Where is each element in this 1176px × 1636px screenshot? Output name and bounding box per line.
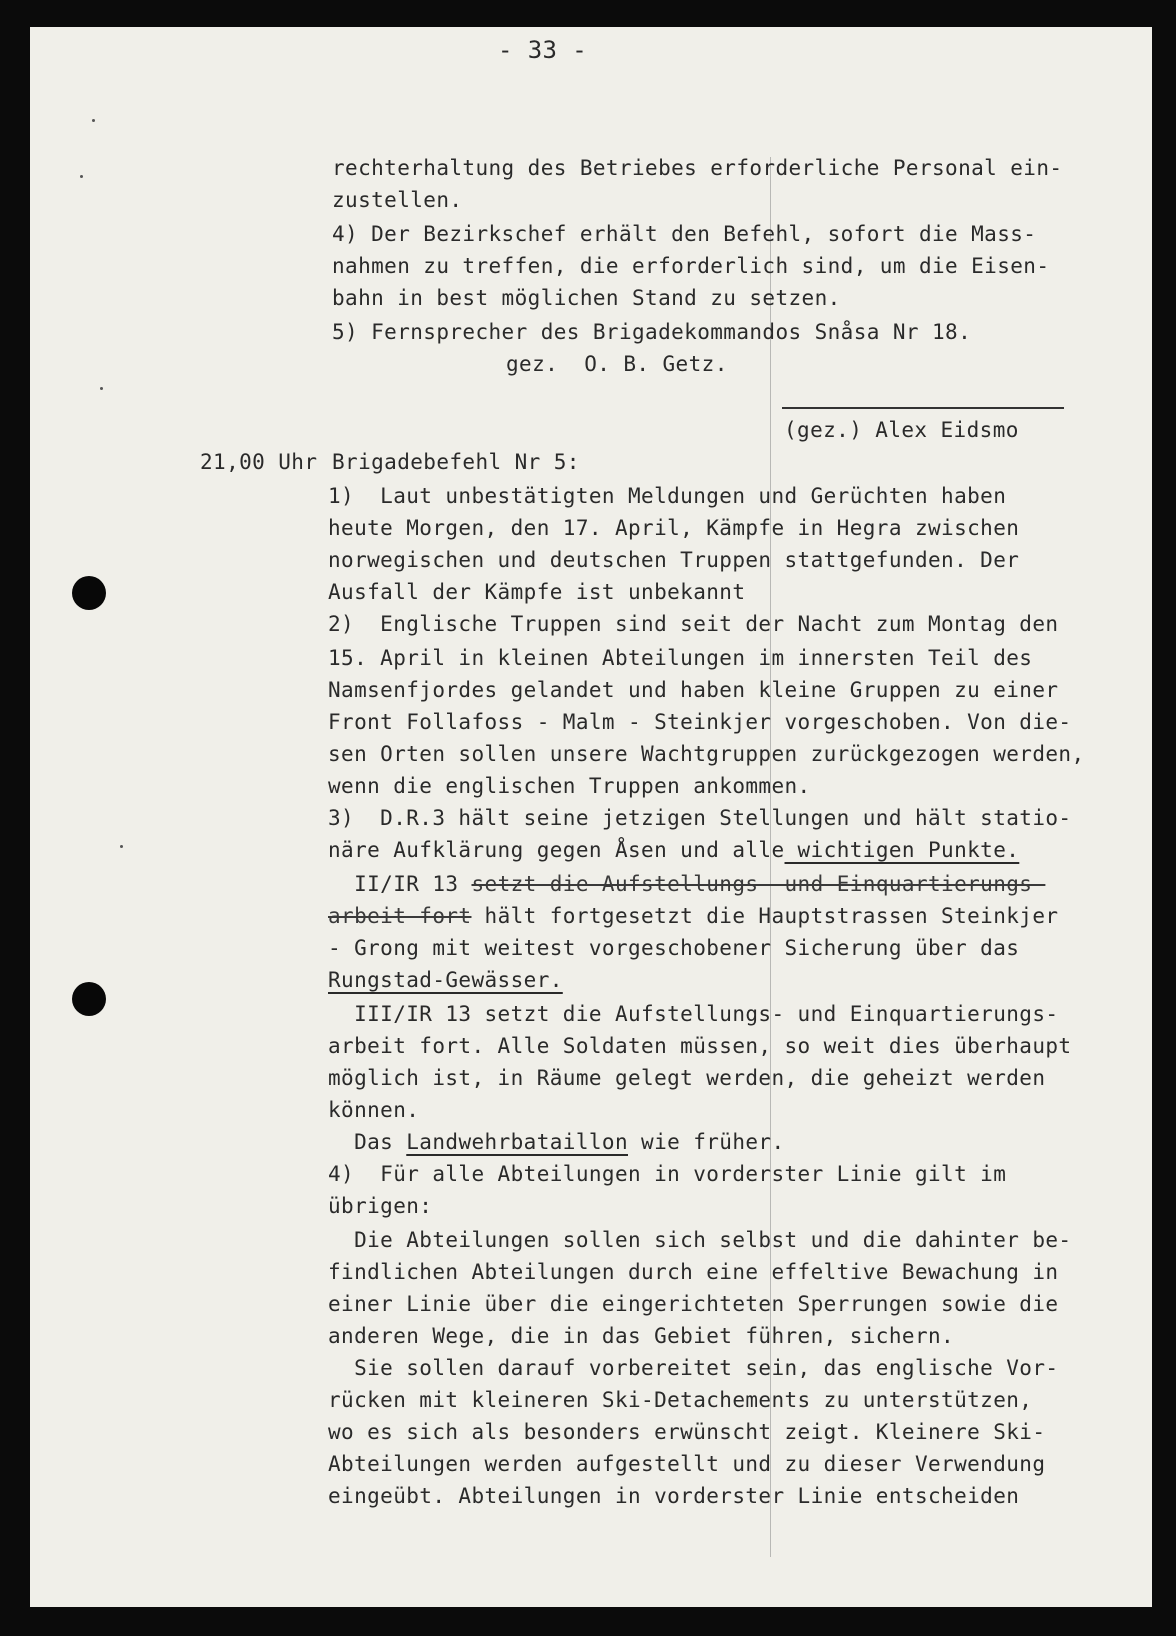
text-line: übrigen: bbox=[328, 1194, 433, 1218]
text-line bbox=[328, 871, 1045, 897]
underlined-phrase: Landwehrbataillon bbox=[406, 1130, 628, 1154]
text-line bbox=[328, 1129, 785, 1155]
order-title: Brigadebefehl Nr 5: bbox=[332, 450, 580, 474]
text-line: Die Abteilungen sollen sich selbst und die dahinter be- bbox=[328, 1228, 1072, 1252]
text-line: 3) D.R.3 hält seine jetzigen Stellungen und hält statio- bbox=[328, 806, 1072, 830]
page-number: - 33 - bbox=[498, 36, 588, 64]
text-line: 1) Laut unbestätigten Meldungen und Gerüchten haben bbox=[328, 484, 1007, 508]
text-line: Namsenfjordes gelandet und haben kleine Gruppen zu einer bbox=[328, 678, 1059, 702]
text-line bbox=[328, 837, 1019, 863]
document-page bbox=[30, 27, 1152, 1607]
text-line: 5) Fernsprecher des Brigadekommandos Snåsa Nr 18. bbox=[332, 320, 972, 344]
text-line: bahn in best möglichen Stand zu setzen. bbox=[332, 286, 841, 310]
punch-hole bbox=[72, 576, 106, 610]
text-line: heute Morgen, den 17. April, Kämpfe in Hegra zwischen bbox=[328, 516, 1020, 540]
margin-dot bbox=[80, 175, 83, 178]
text-line: Sie sollen darauf vorbereitet sein, das englische Vor- bbox=[328, 1356, 1059, 1380]
text-line: rechterhaltung des Betriebes erforderliche Personal ein- bbox=[332, 156, 1063, 180]
text-line: Front Follafoss - Malm - Steinkjer vorgeschoben. Von die- bbox=[328, 710, 1072, 734]
text-line: norwegischen und deutschen Truppen stattgefunden. Der bbox=[328, 548, 1020, 572]
struck-out-text: setzt die Aufstellungs- und Einquartierungs- bbox=[471, 872, 1046, 896]
lw-suffix: wie früher. bbox=[628, 1130, 785, 1154]
text-line: nahmen zu treffen, die erforderlich sind, um die Eisen- bbox=[332, 254, 1050, 278]
text-line: 4) Der Bezirkschef erhält den Befehl, sofort die Mass- bbox=[332, 222, 1037, 246]
time-label: 21,00 Uhr bbox=[200, 450, 318, 474]
text-line: Ausfall der Kämpfe ist unbekannt bbox=[328, 580, 746, 604]
text-line: anderen Wege, die in das Gebiet führen, sichern. bbox=[328, 1324, 955, 1348]
underlined-phrase: Rungstad-Gewässer. bbox=[328, 968, 563, 992]
text-line: 15. April in kleinen Abteilungen im innersten Teil des bbox=[328, 646, 1033, 670]
signature-getz: gez. O. B. Getz. bbox=[506, 352, 728, 376]
punch-hole bbox=[72, 982, 106, 1016]
text-line: sen Orten sollen unsere Wachtgruppen zurückgezogen werden, bbox=[328, 742, 1085, 766]
lw-prefix: Das bbox=[328, 1130, 407, 1154]
ir2-prefix: II/IR 13 bbox=[328, 872, 472, 896]
text-line: wo es sich als besonders erwünscht zeigt. Kleinere Ski- bbox=[328, 1420, 1046, 1444]
text-line: Abteilungen werden aufgestellt und zu dieser Verwendung bbox=[328, 1452, 1046, 1476]
text-line: arbeit fort. Alle Soldaten müssen, so weit dies überhaupt bbox=[328, 1034, 1072, 1058]
text-line: rücken mit kleineren Ski-Detachements zu unterstützen, bbox=[328, 1388, 1033, 1412]
signature-eidsmo: (gez.) Alex Eidsmo bbox=[784, 418, 1019, 442]
margin-dot bbox=[100, 387, 103, 390]
text-line: einer Linie über die eingerichteten Sperrungen sowie die bbox=[328, 1292, 1059, 1316]
text-line: möglich ist, in Räume gelegt werden, die geheizt werden bbox=[328, 1066, 1046, 1090]
text-line: eingeübt. Abteilungen in vorderster Linie entscheiden bbox=[328, 1484, 1020, 1508]
margin-dot bbox=[92, 119, 95, 122]
aufklaerung-text: näre Aufklärung gegen Åsen und alle bbox=[328, 838, 785, 862]
text-line bbox=[328, 903, 1058, 929]
text-line: zustellen. bbox=[332, 188, 463, 212]
text-line: wenn die englischen Truppen ankommen. bbox=[328, 774, 811, 798]
text-line: 4) Für alle Abteilungen in vorderster Linie gilt im bbox=[328, 1162, 1007, 1186]
text-line: 2) Englische Truppen sind seit der Nacht zum Montag den bbox=[328, 612, 1059, 636]
underlined-phrase: wichtigen Punkte. bbox=[784, 838, 1020, 862]
signature-rule bbox=[782, 407, 1064, 409]
margin-dot bbox=[120, 845, 123, 848]
text-line: können. bbox=[328, 1098, 420, 1122]
ir2-text: hält fortgesetzt die Hauptstrassen Steinkjer bbox=[471, 904, 1059, 928]
text-line: - Grong mit weitest vorgeschobener Sicherung über das bbox=[328, 936, 1020, 960]
struck-out-text: arbeit fort bbox=[328, 904, 472, 928]
text-line: findlichen Abteilungen durch eine effeltive Bewachung in bbox=[328, 1260, 1059, 1284]
text-line: III/IR 13 setzt die Aufstellungs- und Einquartierungs- bbox=[328, 1002, 1059, 1026]
